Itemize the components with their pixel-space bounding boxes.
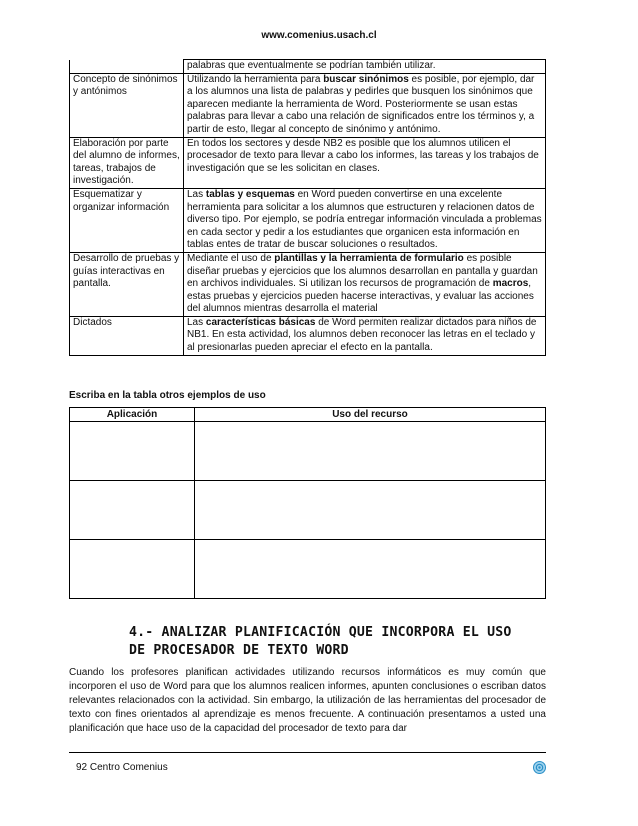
blank-cell-use[interactable]: [195, 540, 546, 599]
examples-header-row: [70, 408, 546, 422]
body-paragraph: Cuando los profesores planifican actividades utilizando recursos informáticos es muy común que incorporen el uso de Word para que los alumnos realicen informes, apunten conclusiones o escriban datos relevantes relacionados con la actividad. Sin embargo, la utilización de las herramientas del procesador de texto con fines orientados al aprendizaje es menos frecuente. A continuación presentamos a usted una planificación que hace uso de la capacidad del procesador de texto para dar: [69, 667, 546, 734]
footer-page-label: 92 Centro Comenius: [76, 762, 168, 773]
column-header-application: Aplicación: [70, 408, 195, 422]
concept-cell: Desarrollo de pruebas y guías interactivas en pantalla.: [70, 252, 184, 316]
description-cell: [184, 73, 546, 137]
desc-bold-text: plantillas y la herramienta de formulario: [274, 252, 464, 264]
desc-text: Mediante el uso de: [187, 252, 275, 264]
table-row: [70, 188, 546, 252]
blank-cell-use[interactable]: [195, 422, 546, 481]
blank-row: [70, 422, 546, 481]
blank-cell-application[interactable]: [70, 540, 195, 599]
examples-table: [69, 407, 546, 599]
table-row: [70, 316, 546, 355]
table-row: [70, 60, 546, 74]
section-heading-line: DE PROCESADOR DE TEXTO WORD: [129, 643, 349, 658]
desc-bold-text: características básicas: [205, 316, 316, 328]
blank-row: [70, 540, 546, 599]
table-row: [70, 73, 546, 137]
table-row: [70, 252, 546, 316]
desc-text: es posible, por ejemplo, dar a los alumnos una lista de palabras y pedirles que busquen los sinónimos que aparecen mediante la herramienta de Word. Posteriormente se usan estas palabras para llevar a cabo una relación de significados entre los términos y, a partir de esto, llegar al concepto de sinónimo y antónimo.: [187, 73, 535, 135]
section-heading-line: 4.- ANALIZAR PLANIFICACIÓN QUE INCORPORA EL USO: [129, 625, 512, 640]
table-row: [70, 137, 546, 188]
blank-cell-application[interactable]: [70, 481, 195, 540]
description-cell: [184, 252, 546, 316]
description-cell: [184, 316, 546, 355]
concept-cell: Esquematizar y organizar información: [70, 188, 184, 252]
header-url: www.comenius.usach.cl: [261, 30, 377, 41]
desc-text: en Word pueden convertirse en una excelente herramienta para solicitar a los alumnos que estructuren y relacionen datos de diverso tipo. Por ejemplo, se podría entregar información vinculada a problemas en cada sector y pedir a los estudiantes que organicen esta información en tablas entes de tratar de buscar soluciones o resultados.: [187, 188, 542, 251]
examples-label: Escriba en la tabla otros ejemplos de uso: [69, 390, 266, 401]
desc-bold-text: buscar sinónimos: [323, 73, 409, 85]
uses-table: [69, 59, 546, 356]
desc-bold-text: macros: [492, 278, 529, 290]
description-cell: En todos los sectores y desde NB2 es posible que los alumnos utilicen el procesador de texto para llevar a cabo los informes, las tareas y los trabajos de investigación que se les solicitan en clases.: [184, 137, 546, 188]
column-header-use: Uso del recurso: [195, 408, 546, 422]
desc-text: Las: [187, 188, 206, 200]
desc-text: , estas pruebas y ejercicios pueden hacerse interactivas, y evaluar las acciones del alumnos mientras desarrolla el material: [187, 278, 534, 315]
desc-text: es posible diseñar pruebas y ejercicios que los alumnos desarrollan en pantalla y guardan en archivos individuales. Si utilizan los recursos de programación de: [187, 252, 538, 290]
blank-cell-application[interactable]: [70, 422, 195, 481]
description-cell: [184, 188, 546, 252]
concept-cell: Elaboración por parte del alumno de informes, tareas, trabajos de investigación.: [70, 137, 184, 188]
description-cell: palabras que eventualmente se podrían también utilizar.: [184, 60, 546, 74]
concept-cell: [70, 60, 184, 74]
desc-text: Utilizando la herramienta para: [187, 73, 324, 85]
desc-bold-text: tablas y esquemas: [205, 188, 295, 200]
concept-cell: Concepto de sinónimos y antónimos: [70, 73, 184, 137]
blank-row: [70, 481, 546, 540]
blank-cell-use[interactable]: [195, 481, 546, 540]
comenius-logo-icon: [533, 761, 546, 774]
footer-divider: [69, 752, 546, 753]
desc-text: Las: [187, 316, 206, 328]
section-heading: [129, 624, 559, 660]
concept-cell: Dictados: [70, 316, 184, 355]
desc-text: de Word permiten realizar dictados para niños de NB1. En esta actividad, los alumnos deben reconocer las letras en el teclado y al presionarlas pueden apreciar el efecto en la pantalla.: [187, 316, 537, 354]
